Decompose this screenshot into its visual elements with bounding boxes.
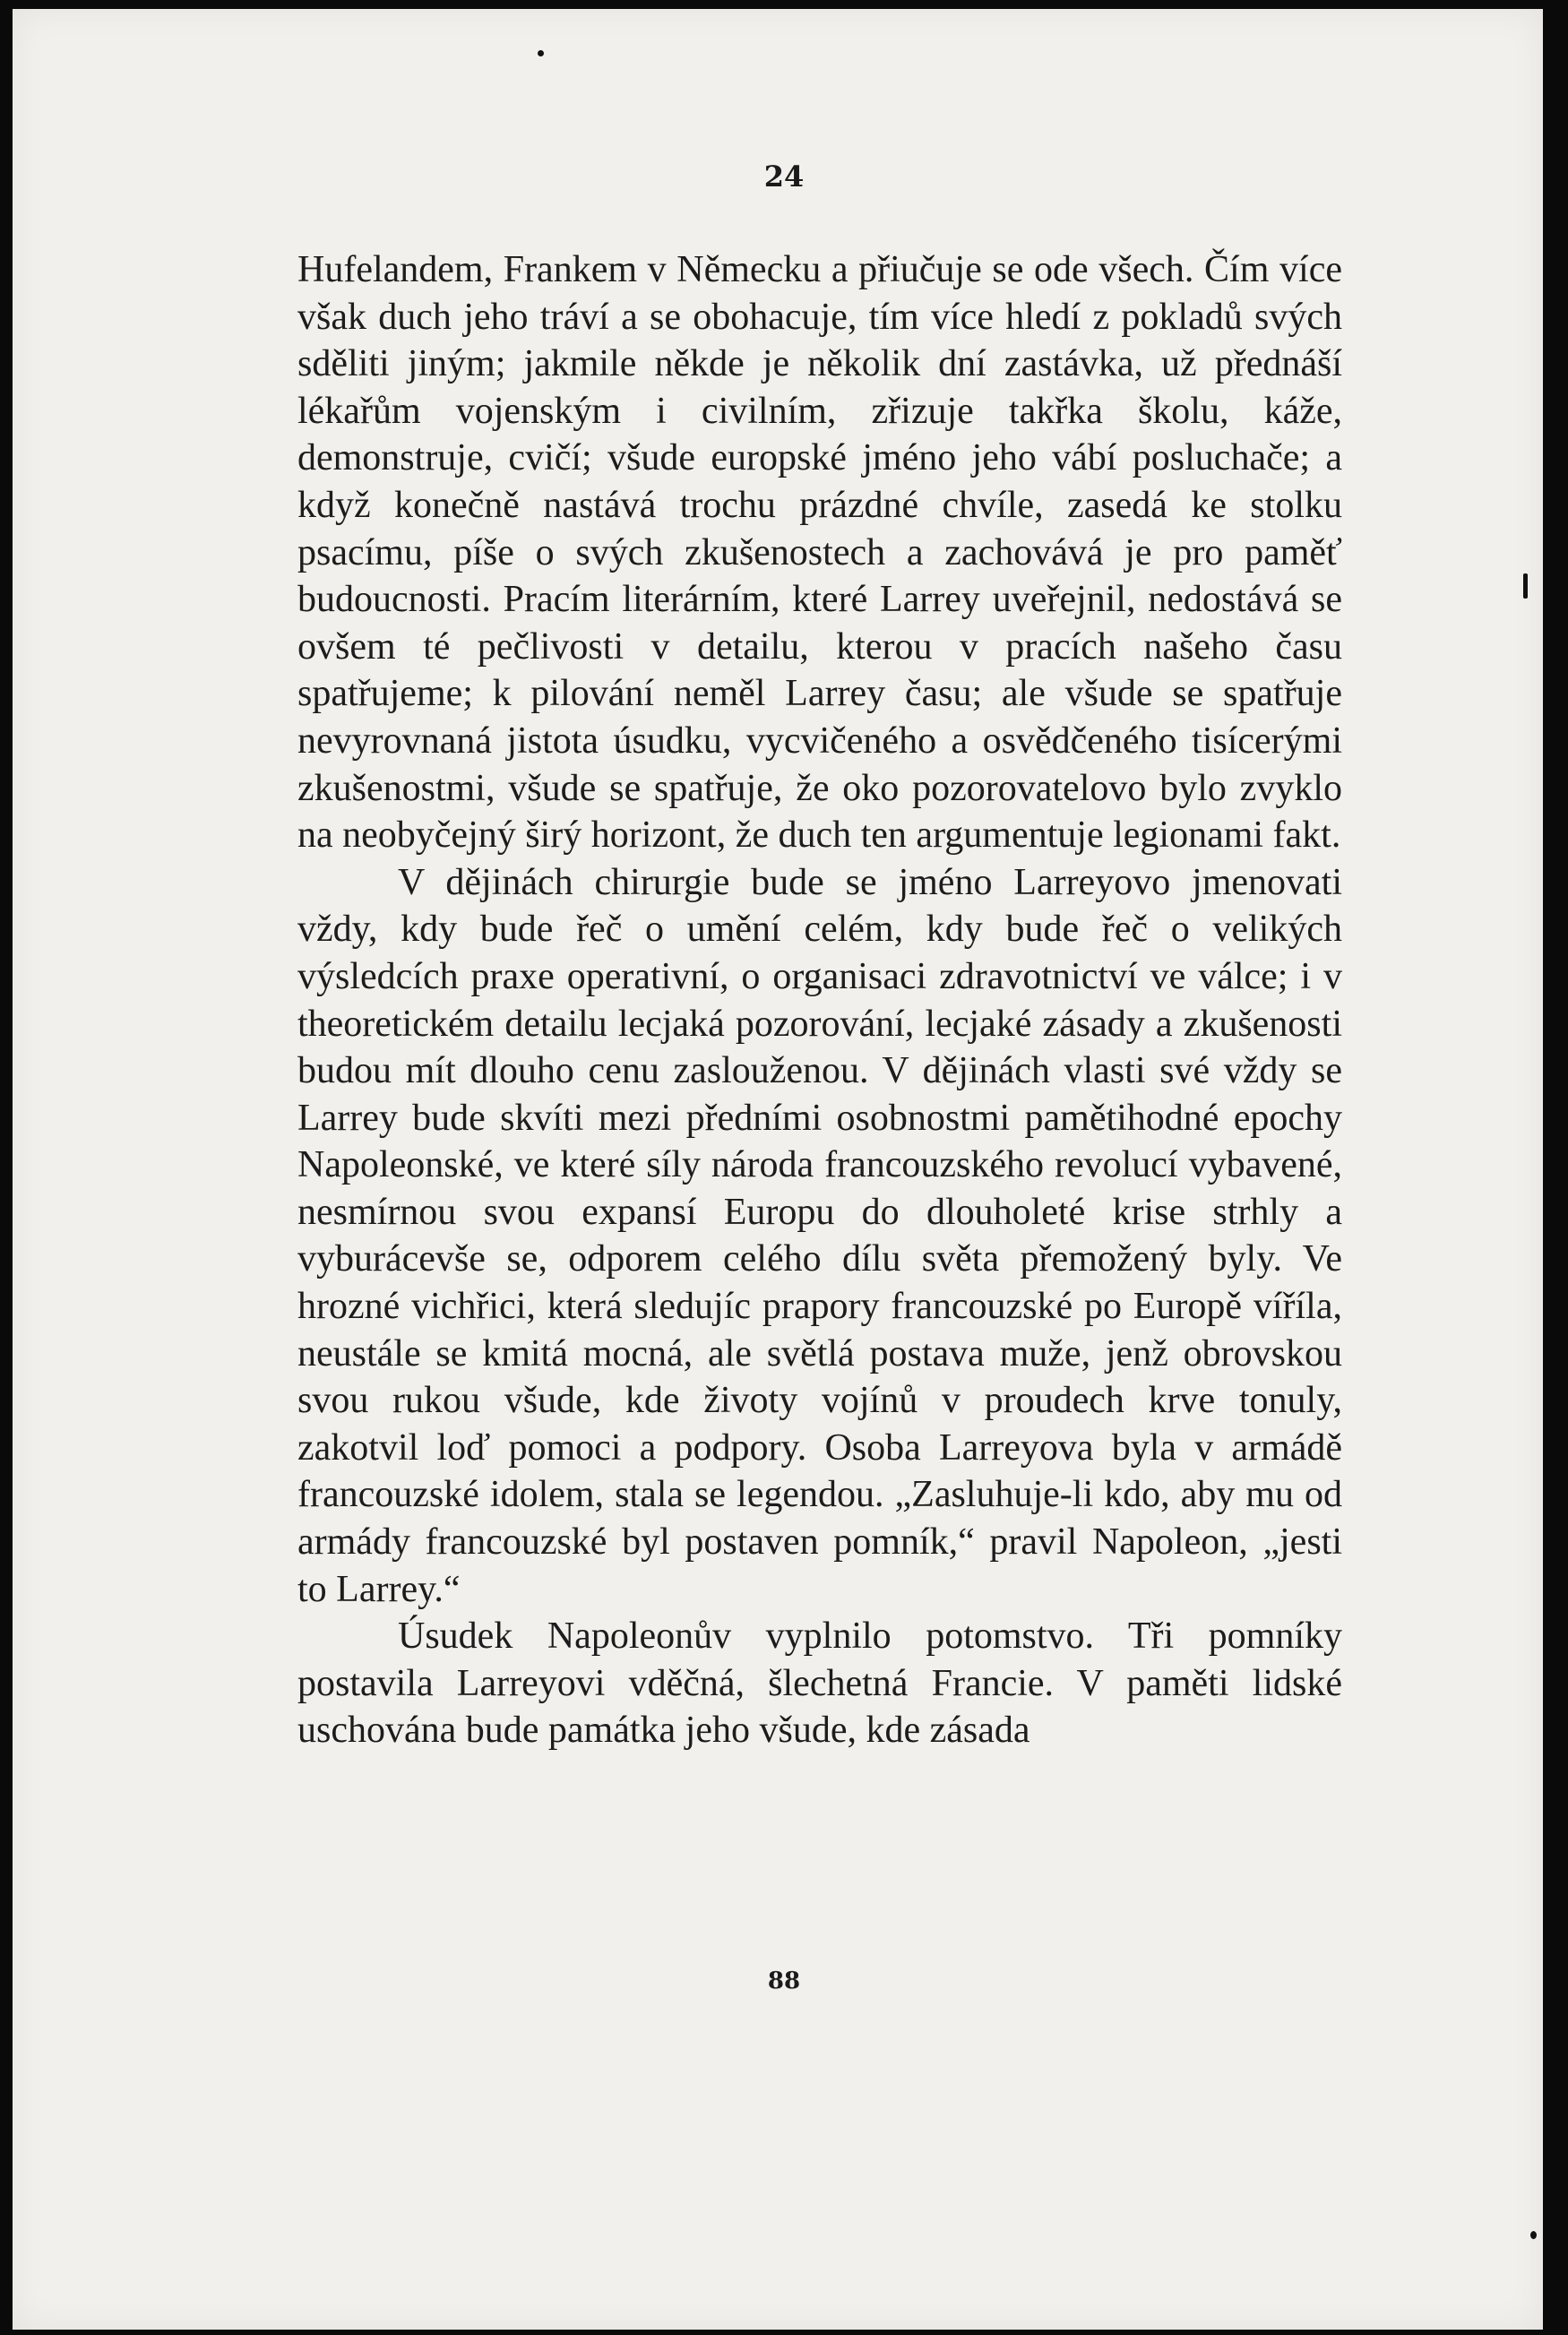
paragraph: Úsudek Napoleonův vyplnilo potomstvo. Tři pomníky postavila Larreyovi vděčná, šlechetná Francie. V paměti lidské uschována bude památka jeho všude, kde zásada <box>297 1616 1342 1752</box>
page-number: 24 <box>763 159 805 194</box>
paragraph: V dějinách chirurgie bude se jméno Larreyovo jmenovati vždy, kdy bude řeč o umění celém, kdy bude řeč o velikých výsledcích praxe operativní, o organisaci zdravotnictví ve válce; i v theoretickém detailu lecjaká pozorování, lecjaké zásady a zkušenosti budou mít dlouho cenu zaslouženou. V dějinách vlasti své vždy se Larrey bude skvíti mezi předními osobnostmi pamětihodné epochy Napoleonské, ve které síly národa francouzského revolucí vybavené, nesmírnou svou expansí Europu do dlouholeté krise strhly a vyburácevše se, odporem celého dílu světa přemožený byly. Ve hrozné vichřici, která sledujíc prapory francouzské po Europě víříla, neustále se kmitá mocná, ale světlá postava muže, jenž obrovskou svou rukou všude, kde životy vojínů v proudech krve tonuly, zakotvil loď pomoci a podpory. Osoba Larreyova byla v armádě francouzské idolem, stala se legendou. „Zasluhuje-li kdo, aby mu od armády francouzské byl postaven pomník,“ pravil Napoleon, „jesti to Larrey.“ <box>297 861 1342 1610</box>
signature-mark: 88 <box>767 1968 801 1995</box>
paragraph: Hufelandem, Frankem v Německu a přiučuje se ode všech. Čím více však duch jeho tráví a se obohacuje, tím více hledí z pokladů svých sděliti jiným; jakmile někde je několik dní zastávka, už přednáší lékařům vojenským i civilním, zřizuje takřka školu, káže, demonstruje, cvičí; všude europské jméno jeho vábí posluchače; a když konečně nastává trochu prázdné chvíle, zasedá ke stolku psacímu, píše o svých zkušenostech a zachovává je pro paměť budoucnosti. Pracím literárním, které Larrey uveřejnil, nedostává se ovšem té pečlivosti v detailu, kterou v pracích našeho času spatřujeme; k pilování neměl Larrey času; ale všude se spatřuje nevyrovnaná jistota úsudku, vycvičeného a osvědčeného tisícerými zkušenostmi, všude se spatřuje, že oko pozorovatelovo bylo zvyklo na neobyčejný širý horizont, že duch ten argumentuje legionami fakt. <box>297 249 1342 857</box>
dust-speck <box>1530 2231 1537 2239</box>
dust-speck <box>1523 573 1528 599</box>
dust-speck <box>538 50 544 56</box>
body-text <box>297 246 1342 1754</box>
